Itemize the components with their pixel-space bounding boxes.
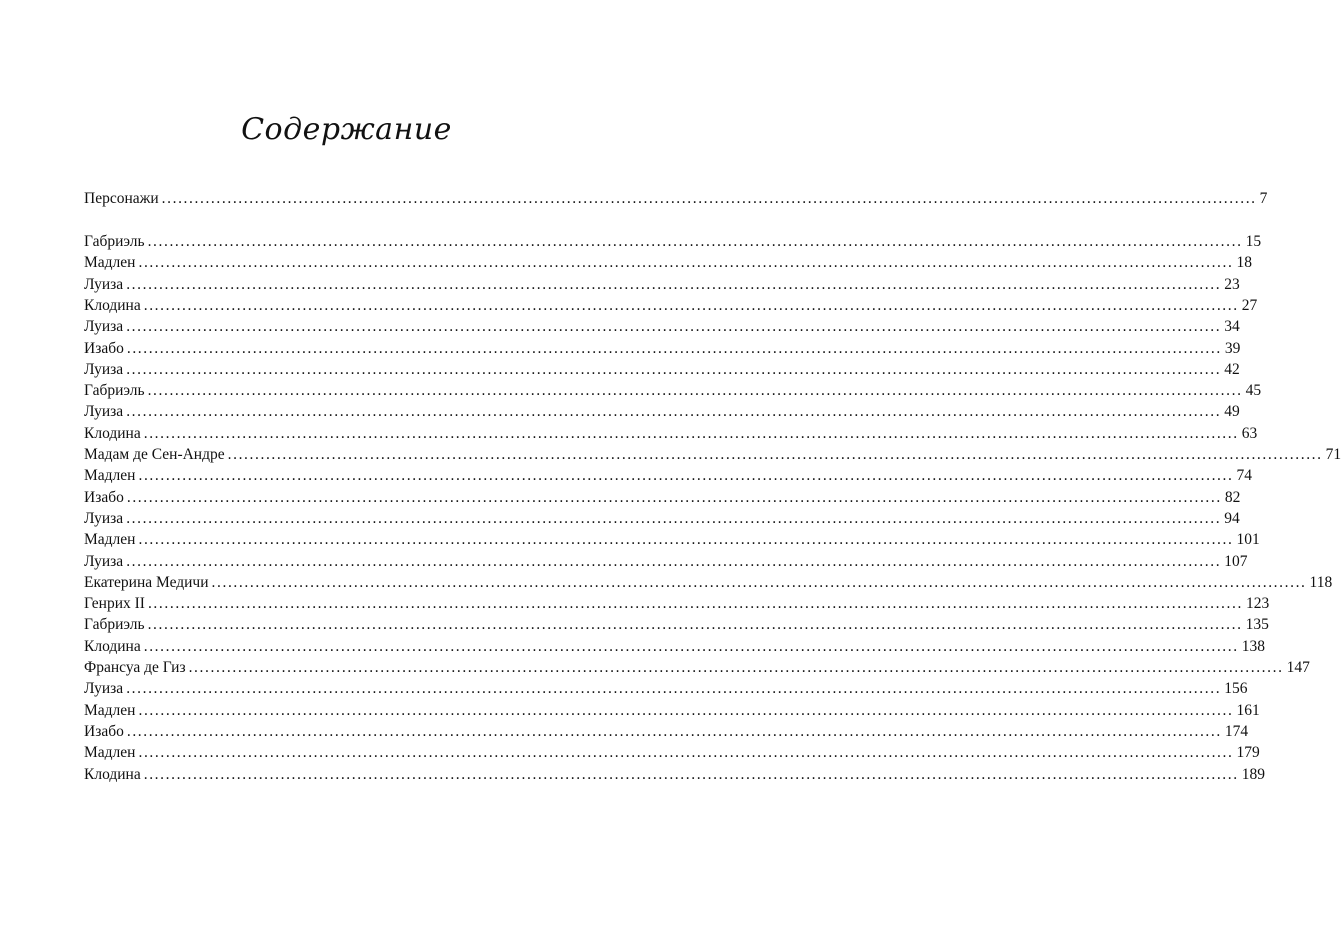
toc-entry	[84, 190, 1268, 211]
toc-entry-label: Франсуа де Гиз	[84, 659, 186, 676]
dot-leader: ........................................................................................................................................................................................................	[126, 722, 1222, 740]
toc-entry-page: 174	[1224, 722, 1249, 740]
toc-entry-label: Луиза	[84, 403, 124, 421]
toc-entry	[84, 424, 1258, 446]
dot-leader: ........................................................................................................................................................................................................	[126, 318, 1222, 336]
toc-entry-page: 74	[1236, 467, 1252, 485]
toc-entry-page: 147	[1286, 659, 1310, 676]
toc-entry-label: Мадлен	[84, 254, 136, 272]
toc-entry	[84, 573, 1333, 595]
toc-entry-page: 63	[1241, 424, 1258, 442]
toc-entry-page: 82	[1224, 488, 1241, 506]
toc-entry-label: Габриэль	[84, 233, 145, 250]
toc-entry	[84, 701, 1260, 723]
toc-entry	[84, 446, 1341, 467]
toc-entry	[84, 531, 1260, 552]
toc-entry-label: Габриэль	[84, 382, 145, 400]
toc-entry	[84, 339, 1241, 361]
toc-entry-page: 27	[1241, 296, 1258, 314]
dot-leader: ........................................................................................................................................................................................................	[126, 552, 1222, 570]
toc-entry-page: 94	[1224, 509, 1240, 527]
dot-leader: ........................................................................................................................................................................................................	[138, 701, 1234, 719]
dot-leader: ........................................................................................................................................................................................................	[143, 424, 1239, 442]
toc-entry-label: Мадлен	[84, 531, 136, 549]
toc-entry	[84, 296, 1258, 318]
dot-leader: ........................................................................................................................................................................................................	[138, 744, 1234, 762]
toc-entry-page: 71	[1325, 446, 1341, 463]
dot-leader: ........................................................................................................................................................................................................	[147, 382, 1243, 400]
toc-entry-page: 39	[1224, 339, 1241, 357]
toc-entry-page: 34	[1224, 318, 1240, 336]
page-title: Содержание	[241, 112, 452, 147]
toc-entry-page: 101	[1236, 531, 1260, 549]
toc-entry-page: 123	[1245, 595, 1270, 613]
dot-leader: ........................................................................................................................................................................................................	[147, 595, 1243, 613]
dot-leader: ........................................................................................................................................................................................................	[126, 680, 1222, 698]
toc-entry	[84, 275, 1240, 297]
toc-entry-label: Изабо	[84, 722, 124, 740]
toc-entry-label: Мадлен	[84, 744, 136, 762]
toc-entry-page: 107	[1224, 552, 1248, 570]
toc-entry-label: Луиза	[84, 680, 124, 698]
toc-entry	[84, 616, 1269, 637]
toc-entry-page: 138	[1241, 637, 1265, 655]
toc-entry-label: Генрих II	[84, 595, 145, 613]
toc-entry	[84, 488, 1241, 510]
dot-leader: ........................................................................................................................................................................................................	[126, 403, 1222, 421]
toc-entry-label: Луиза	[84, 318, 124, 336]
toc-entry-page: 15	[1245, 233, 1262, 250]
toc-entry-label: Клодина	[84, 637, 141, 655]
toc-entry-label: Клодина	[84, 424, 141, 442]
toc-entry	[84, 595, 1270, 616]
toc-entry	[84, 318, 1240, 339]
dot-leader: ........................................................................................................................................................................................................	[143, 637, 1239, 655]
dot-leader: ........................................................................................................................................................................................................	[161, 190, 1257, 207]
toc-entry-page: 42	[1224, 360, 1240, 378]
toc-entry-page: 135	[1245, 616, 1269, 634]
toc-entry	[84, 552, 1248, 574]
toc-entry-page: 161	[1236, 701, 1260, 719]
toc-entry-label: Луиза	[84, 275, 124, 293]
toc-entry	[84, 659, 1310, 680]
toc-entry	[84, 765, 1265, 787]
toc-entry	[84, 254, 1252, 275]
toc-entry-label: Габриэль	[84, 616, 145, 634]
dot-leader: ........................................................................................................................................................................................................	[126, 509, 1222, 527]
toc-entry-label: Клодина	[84, 765, 141, 783]
dot-leader: ........................................................................................................................................................................................................	[138, 467, 1234, 485]
dot-leader: ........................................................................................................................................................................................................	[227, 446, 1323, 463]
toc-entry-label: Мадлен	[84, 467, 136, 485]
toc-entry-label: Изабо	[84, 339, 124, 357]
toc-entry-label: Луиза	[84, 552, 124, 570]
dot-leader: ........................................................................................................................................................................................................	[126, 360, 1222, 378]
toc-entry	[84, 467, 1252, 488]
toc-entry-label: Мадам де Сен-Андре	[84, 446, 225, 463]
toc-entry-page: 23	[1224, 275, 1240, 293]
dot-leader: ........................................................................................................................................................................................................	[126, 339, 1222, 357]
toc-entry	[84, 509, 1240, 531]
toc-entry	[84, 680, 1248, 701]
dot-leader: ........................................................................................................................................................................................................	[147, 233, 1243, 250]
dot-leader: ........................................................................................................................................................................................................	[126, 275, 1222, 293]
toc-entry	[84, 382, 1262, 403]
toc-entry	[84, 233, 1262, 254]
dot-leader: ........................................................................................................................................................................................................	[138, 254, 1234, 272]
dot-leader: ........................................................................................................................................................................................................	[143, 765, 1239, 783]
dot-leader: ........................................................................................................................................................................................................	[138, 531, 1234, 549]
toc-entry	[84, 744, 1260, 765]
toc-entry-page: 189	[1241, 765, 1265, 783]
toc-entry-page: 49	[1224, 403, 1240, 421]
dot-leader: ........................................................................................................................................................................................................	[188, 659, 1284, 676]
toc-entry	[84, 403, 1240, 424]
toc-entry-page: 156	[1224, 680, 1248, 698]
toc-entry-label: Луиза	[84, 509, 124, 527]
dot-leader: ........................................................................................................................................................................................................	[147, 616, 1243, 634]
toc-entry-label: Клодина	[84, 296, 141, 314]
toc-entry-page: 7	[1259, 190, 1268, 207]
toc-entry-label: Изабо	[84, 488, 124, 506]
dot-leader: ........................................................................................................................................................................................................	[211, 573, 1307, 591]
dot-leader: ........................................................................................................................................................................................................	[126, 488, 1222, 506]
toc-entry-page: 179	[1236, 744, 1260, 762]
toc-entry-label: Луиза	[84, 360, 124, 378]
toc-entry-label: Екатерина Медичи	[84, 573, 209, 591]
toc-entry-label: Персонажи	[84, 190, 159, 207]
toc-entry	[84, 360, 1240, 382]
toc-entry	[84, 637, 1265, 659]
toc-entry-label: Мадлен	[84, 701, 136, 719]
toc-entry-page: 18	[1236, 254, 1252, 272]
toc-entry-page: 45	[1245, 382, 1262, 400]
toc-entry-page: 118	[1309, 573, 1333, 591]
toc-entry	[84, 722, 1249, 744]
dot-leader: ........................................................................................................................................................................................................	[143, 296, 1239, 314]
